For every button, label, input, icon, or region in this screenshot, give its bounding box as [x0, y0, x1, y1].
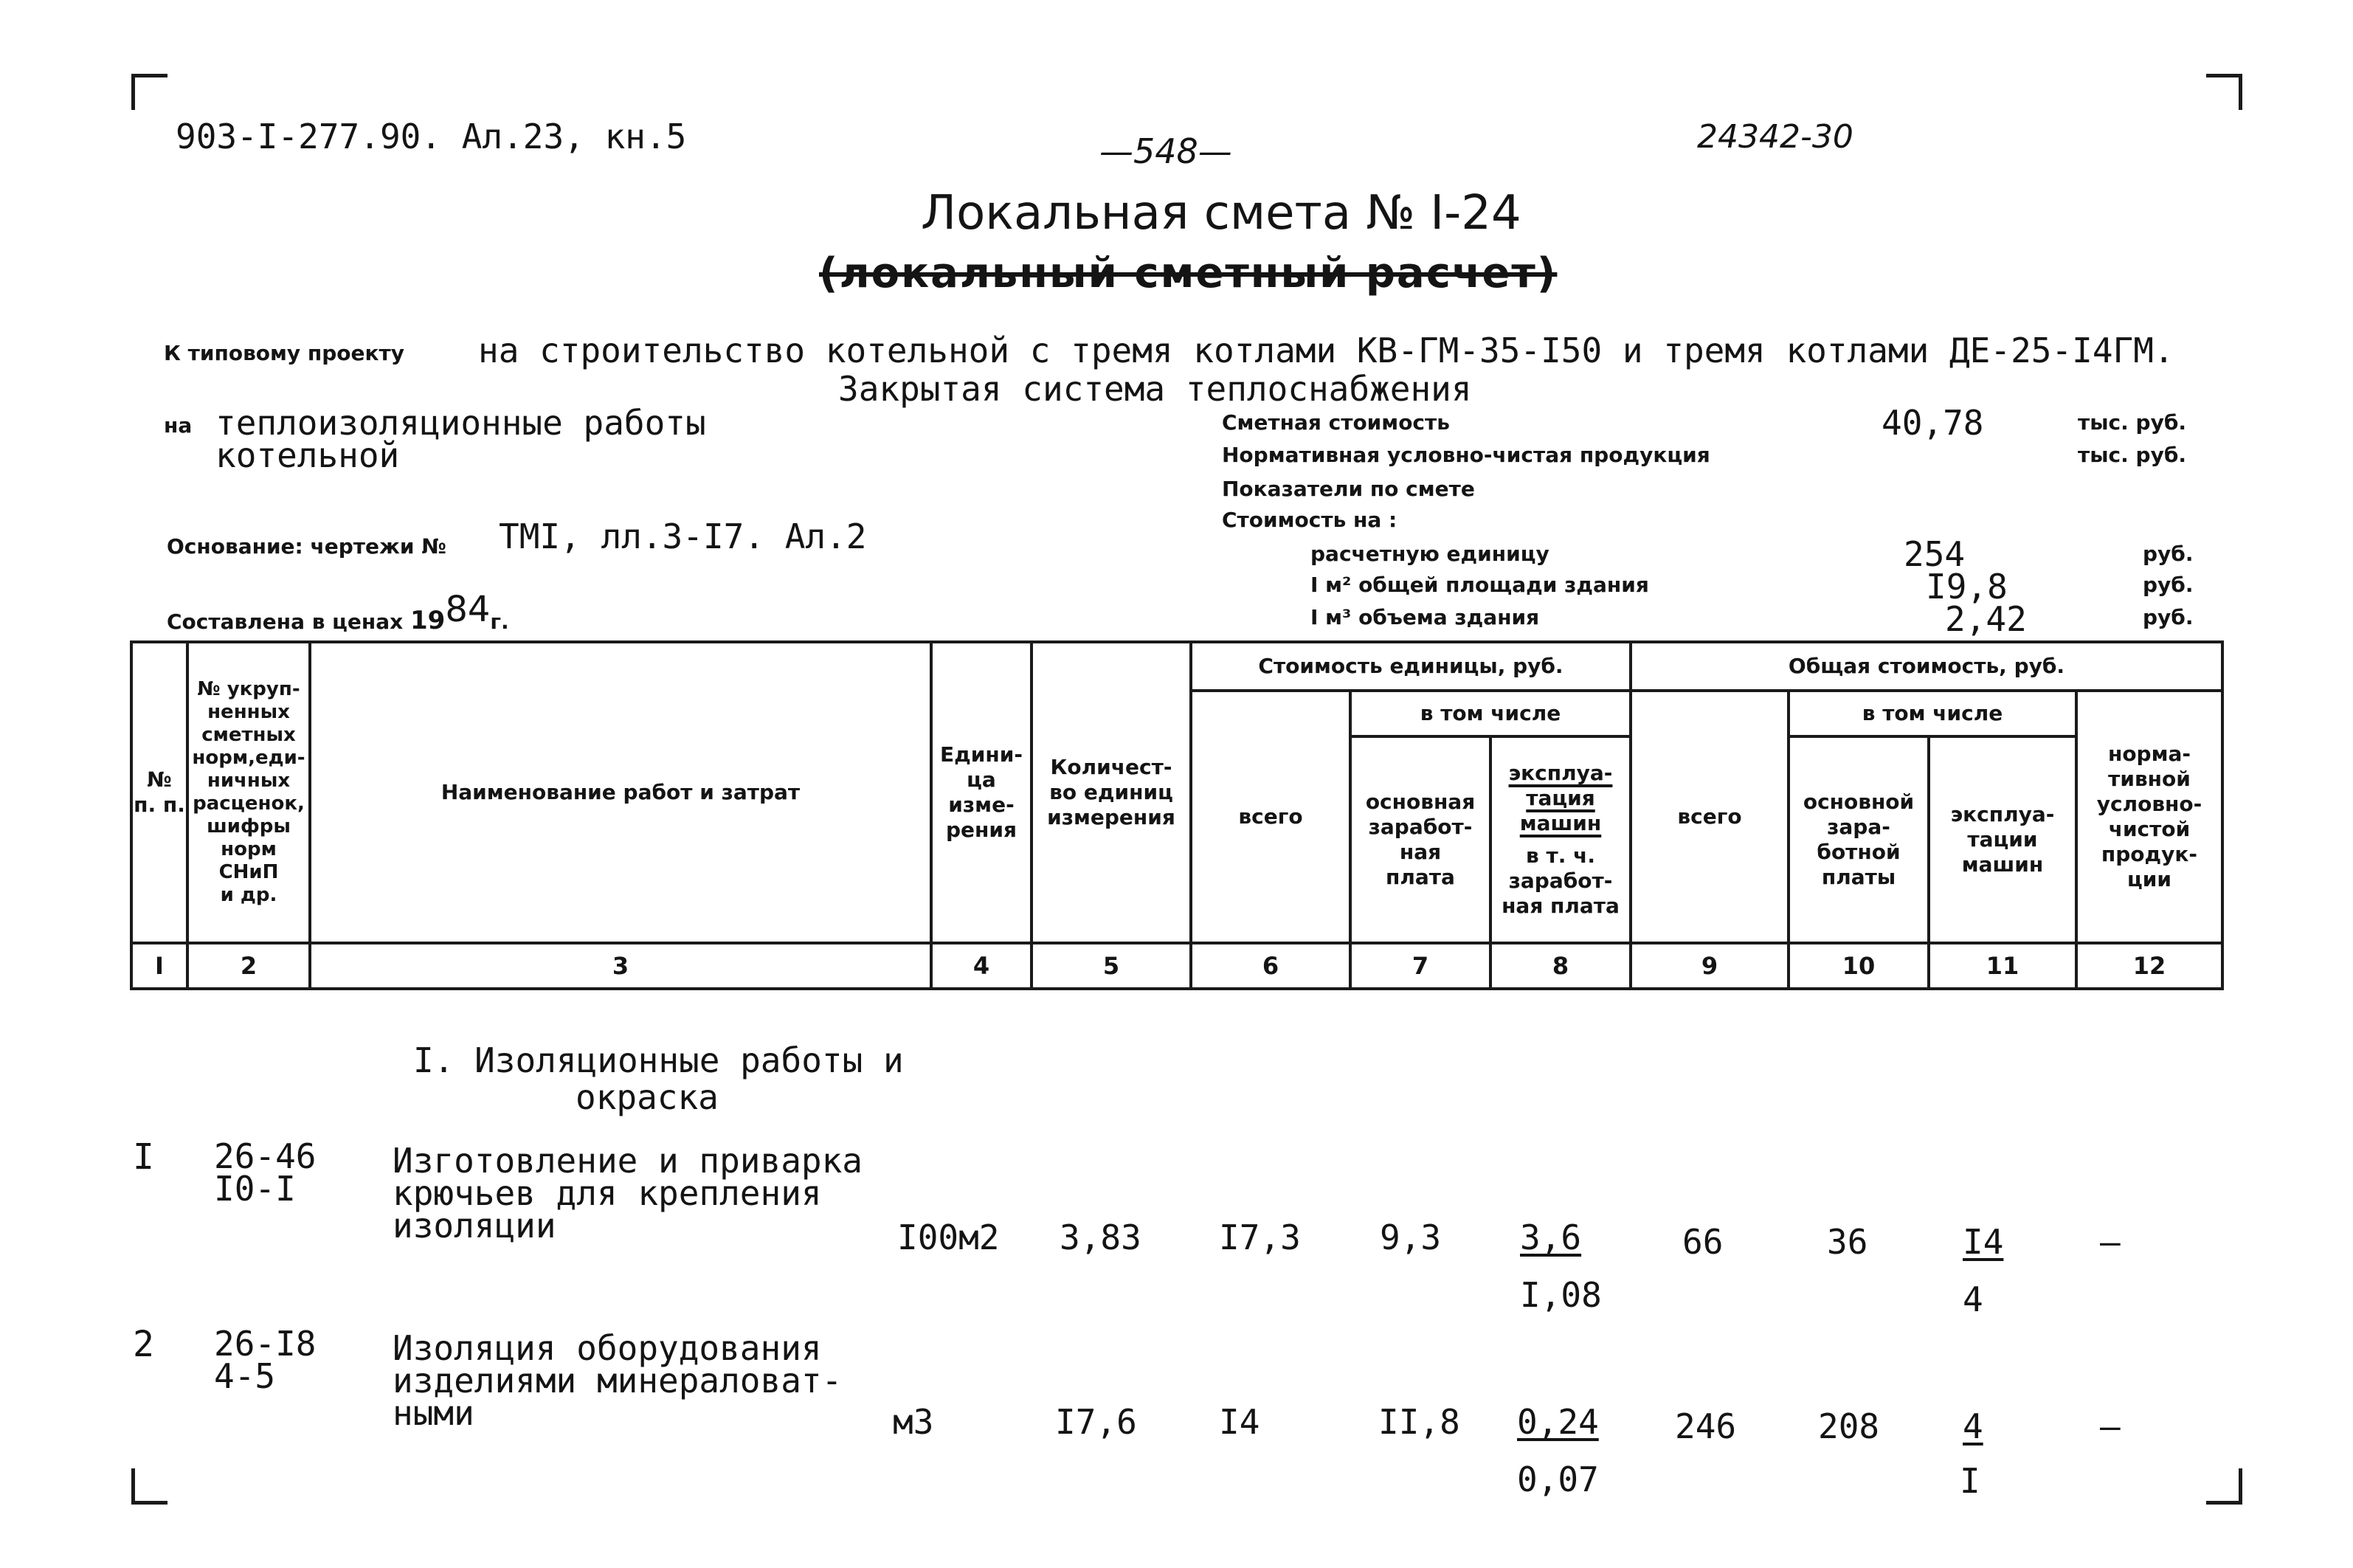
per-area-label: I м² общей площади здания	[1310, 573, 1649, 597]
prices-year-suffix: г.	[490, 609, 509, 634]
basis-label: Основание: чертежи №	[167, 534, 446, 559]
header-total-cost-group: Общая стоимость, руб.	[1629, 640, 2224, 692]
col-number: 12	[2075, 942, 2224, 990]
per-area-unit: руб.	[2143, 573, 2194, 597]
header-col-8	[1489, 735, 1632, 944]
row-quantity: I7,6	[1055, 1402, 1137, 1442]
header-col-5: Количест- во единиц измерения	[1030, 640, 1192, 944]
row-code-line-1: 26-I8	[214, 1324, 317, 1364]
per-unit-label: расчетную единицу	[1310, 542, 1549, 566]
header-col-12: норма- тивной условно- чистой продук- ции	[2075, 689, 2224, 944]
header-col-11: эксплуа- тации машин	[1927, 735, 2078, 944]
col-number: 2	[186, 942, 311, 990]
row-code-line-2: 4-5	[214, 1356, 276, 1396]
row-unit: м3	[893, 1402, 934, 1442]
project-prefix: К типовому проекту	[164, 341, 405, 365]
per-unit-unit: руб.	[2143, 542, 2194, 566]
row-unit-total: I7,3	[1219, 1218, 1301, 1257]
row-unit-wage: II,8	[1378, 1402, 1460, 1442]
row-name-line-1: Изготовление и приварка	[393, 1141, 863, 1181]
per-volume-value: 2,42	[1945, 599, 2027, 639]
row-name-line-3: ными	[393, 1393, 474, 1433]
estimated-cost-value: 40,78	[1882, 403, 1984, 443]
header-col-4: Едини- ца изме- рения	[930, 640, 1033, 944]
row-unit: I00м2	[897, 1218, 1000, 1257]
row-sum-machine: 4	[1963, 1406, 1983, 1446]
estimated-cost-unit: тыс. руб.	[2078, 410, 2187, 435]
section-title-line-1: I. Изоляционные работы и	[413, 1040, 904, 1080]
col-number: 8	[1489, 942, 1632, 990]
header-col-7: основная заработ- ная плата	[1349, 735, 1492, 944]
row-number: 2	[133, 1324, 154, 1365]
page-number: —548—	[1099, 131, 1232, 171]
row-unit-wage: 9,3	[1380, 1218, 1442, 1257]
row-normative: –	[2100, 1406, 2121, 1446]
row-sum-total: 246	[1675, 1406, 1737, 1446]
row-unit-machine-wage: I,08	[1520, 1275, 1602, 1315]
col-number: 3	[308, 942, 933, 990]
indicators-label: Показатели по смете	[1222, 477, 1475, 501]
col-number: 11	[1927, 942, 2078, 990]
header-col-3: Наименование работ и затрат	[308, 640, 933, 944]
corner-mark-top-left	[131, 74, 167, 110]
estimate-subtitle-struck: (локальный сметный расчет)	[819, 249, 1558, 297]
col-number: 5	[1030, 942, 1192, 990]
section-title-line-2: окраска	[576, 1077, 719, 1117]
header-col-6: всего	[1189, 689, 1352, 944]
per-unit-value: 254	[1904, 534, 1966, 574]
per-volume-label: I м³ объема здания	[1310, 605, 1540, 629]
row-sum-machine: I4	[1963, 1222, 2004, 1262]
basis-value: ТМI, лл.3-I7. Ал.2	[499, 517, 867, 556]
prices-year-digits: 84	[445, 589, 491, 630]
prices-label: Составлена в ценах	[167, 609, 404, 634]
estimated-cost-label: Сметная стоимость	[1222, 410, 1450, 435]
col-number: 7	[1349, 942, 1492, 990]
prices-year-prefix: 19	[410, 606, 446, 635]
row-sum-total: 66	[1682, 1222, 1724, 1262]
row-normative: –	[2100, 1222, 2121, 1262]
archive-number: 24342-30	[1697, 118, 1853, 156]
prices-line	[167, 589, 509, 638]
row-unit-machine: 0,24	[1517, 1402, 1599, 1442]
row-number: I	[133, 1136, 154, 1178]
row-sum-wage: 36	[1827, 1222, 1868, 1262]
col-number: 9	[1629, 942, 1790, 990]
project-line-2: Закрытая система теплоснабжения	[838, 369, 1472, 409]
col-number: 4	[930, 942, 1033, 990]
work-line-2: котельной	[215, 435, 400, 475]
per-area-value: I9,8	[1926, 567, 2008, 607]
header-col-2: № укруп- ненных сметных норм,еди- ничных расценок, шифры норм СНиП и др.	[186, 640, 311, 944]
corner-mark-top-right	[2206, 74, 2242, 110]
row-name-line-2: крючьев для крепления	[393, 1173, 822, 1213]
row-sum-machine-wage: 4	[1963, 1279, 1983, 1319]
work-prefix: на	[164, 413, 193, 438]
row-sum-wage: 208	[1818, 1406, 1880, 1446]
row-code-line-2: I0-I	[214, 1169, 296, 1209]
header-unit-cost-group: Стоимость единицы, руб.	[1189, 640, 1632, 692]
row-unit-machine: 3,6	[1520, 1218, 1582, 1257]
row-name-line-2: изделиями минераловат-	[393, 1361, 843, 1401]
work-line-1: теплоизоляционные работы	[215, 403, 706, 443]
row-sum-machine-wage: I	[1960, 1461, 1980, 1501]
header-total-cost-incl: в том числе	[1787, 689, 2078, 738]
row-name-line-3: изоляции	[393, 1206, 556, 1246]
corner-mark-bottom-left	[131, 1468, 167, 1505]
row-unit-total: I4	[1219, 1402, 1260, 1442]
header-unit-cost-incl: в том числе	[1349, 689, 1632, 738]
row-code-line-1: 26-46	[214, 1136, 317, 1176]
header-col-1: № п. п.	[130, 640, 189, 944]
corner-mark-bottom-right	[2206, 1468, 2242, 1505]
col-number: I	[130, 942, 189, 990]
per-volume-unit: руб.	[2143, 605, 2194, 629]
cost-per-label: Стоимость на :	[1222, 508, 1397, 532]
normative-unit: тыс. руб.	[2078, 443, 2187, 467]
col-number: 6	[1189, 942, 1352, 990]
normative-label: Нормативная условно-чистая продукция	[1222, 443, 1710, 467]
document-code: 903-I-277.90. Ал.23, кн.5	[176, 117, 687, 156]
header-col-8-top: эксплуа- тация машин	[1508, 761, 1613, 835]
estimate-title	[921, 186, 1521, 241]
project-line-1: на строительство котельной с тремя котлами КВ-ГМ-35-I50 и тремя котлами ДЕ-25-I4ГМ.	[478, 331, 2174, 370]
header-col-8-bottom: в т. ч. заработ- ная плата	[1502, 843, 1620, 918]
row-quantity: 3,83	[1060, 1218, 1141, 1257]
header-col-9: всего	[1629, 689, 1790, 944]
row-name-line-1: Изоляция оборудования	[393, 1328, 822, 1368]
estimate-title-text: Локальная смета № I-24	[921, 186, 1521, 241]
row-unit-machine-wage: 0,07	[1517, 1460, 1599, 1499]
header-col-10: основной зара- ботной платы	[1787, 735, 1930, 944]
col-number: 10	[1787, 942, 1930, 990]
